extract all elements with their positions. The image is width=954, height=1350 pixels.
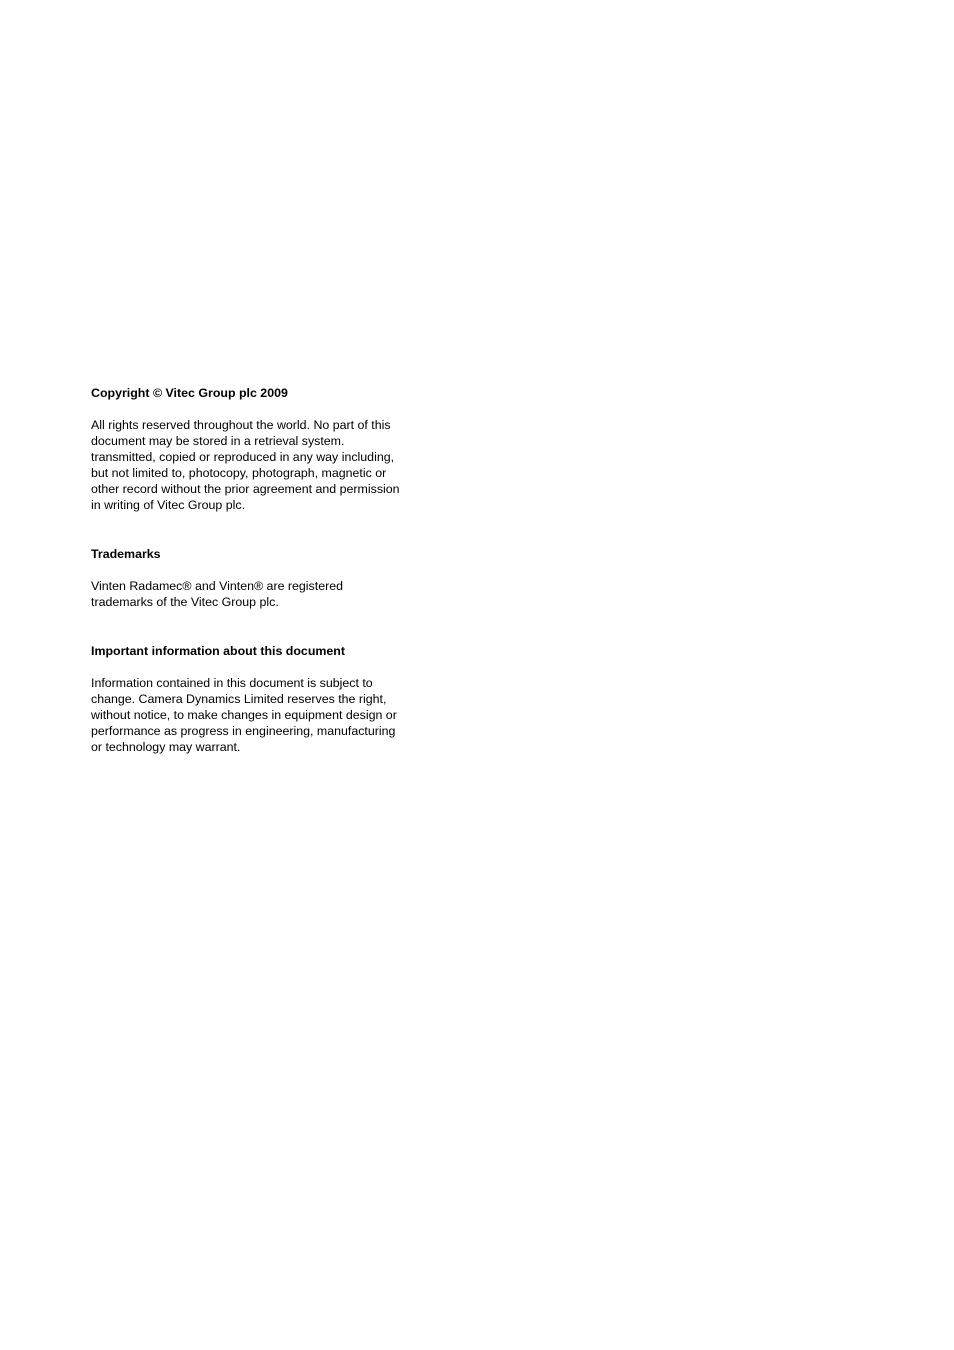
text-line: document may be stored in a retrieval system. xyxy=(91,434,345,448)
text-line: All rights reserved throughout the world. No part of this xyxy=(91,418,391,432)
copyright-section xyxy=(91,385,421,513)
text-line: without notice, to make changes in equipment design or xyxy=(91,708,397,722)
text-line: but not limited to, photocopy, photograph, magnetic or xyxy=(91,466,387,480)
text-line: Information contained in this document is subject to xyxy=(91,676,373,690)
text-line: Vinten Radamec® and Vinten® are registered xyxy=(91,579,343,593)
important-info-heading: Important information about this document xyxy=(91,644,345,658)
important-info-section xyxy=(91,643,421,755)
text-line: transmitted, copied or reproduced in any way including, xyxy=(91,450,395,464)
trademarks-heading: Trademarks xyxy=(91,547,161,561)
trademarks-text xyxy=(91,578,421,610)
text-line: or technology may warrant. xyxy=(91,740,241,754)
important-info-text xyxy=(91,675,421,755)
copyright-heading: Copyright © Vitec Group plc 2009 xyxy=(91,386,288,400)
text-line: performance as progress in engineering, manufacturing xyxy=(91,724,396,738)
copyright-text xyxy=(91,417,421,513)
text-line: other record without the prior agreement and permission xyxy=(91,482,400,496)
document-body xyxy=(91,385,421,755)
trademarks-section xyxy=(91,546,421,610)
text-line: in writing of Vitec Group plc. xyxy=(91,498,246,512)
text-line: trademarks of the Vitec Group plc. xyxy=(91,595,279,609)
text-line: change. Camera Dynamics Limited reserves the right, xyxy=(91,692,387,706)
